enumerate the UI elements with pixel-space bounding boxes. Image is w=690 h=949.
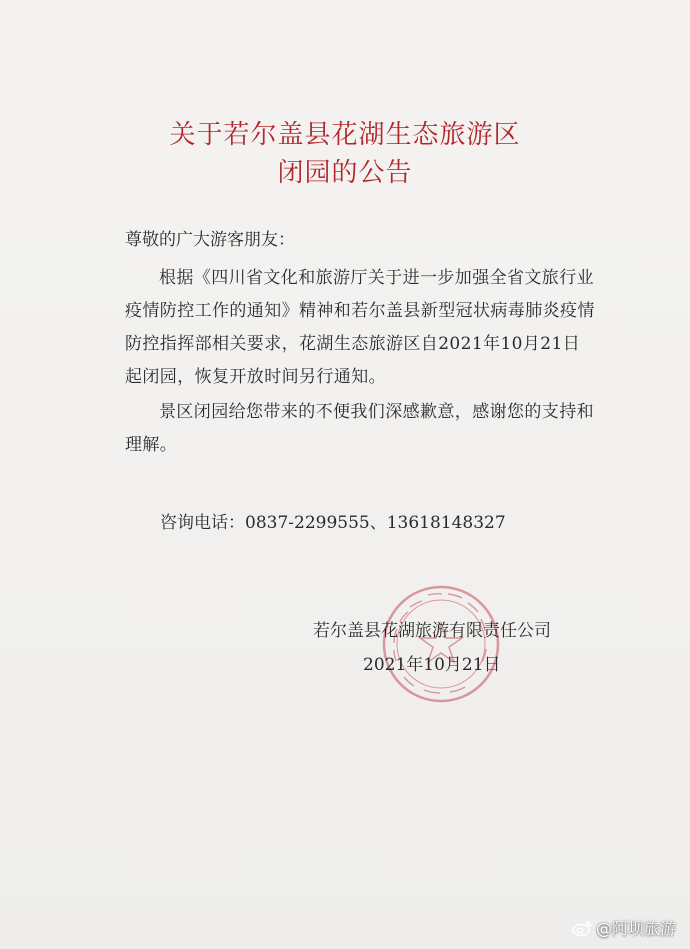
body-paragraph-2: 景区闭园给您带来的不便我们深感歉意，感谢您的支持和理解。 [125, 402, 594, 455]
notice-title-line1: 关于若尔盖县花湖生态旅游区 [169, 120, 521, 150]
contact-phone: 咨询电话：0837-2299555、13618148327 [160, 513, 506, 533]
notice-title-line2: 闭园的公告 [277, 158, 413, 188]
watermark-text: @阿坝旅游 [595, 919, 676, 938]
issue-date: 2021年10月21日 [363, 655, 501, 675]
weibo-watermark [572, 916, 676, 939]
body-paragraph-1: 根据《四川省文化和旅游厅关于进一步加强全省文旅行业疫情防控工作的通知》精神和若尔盖县新型冠状病毒肺炎疫情防控指挥部相关要求，花湖生态旅游区自2021年10月21日起闭园，恢复开放时间另行通知。 [125, 268, 595, 387]
company-seal-icon [380, 583, 502, 705]
greeting: 尊敬的广大游客朋友： [125, 230, 295, 250]
issuer-company: 若尔盖县花湖旅游有限责任公司 [313, 621, 551, 641]
notice-body [125, 262, 595, 462]
weibo-icon [572, 920, 592, 936]
